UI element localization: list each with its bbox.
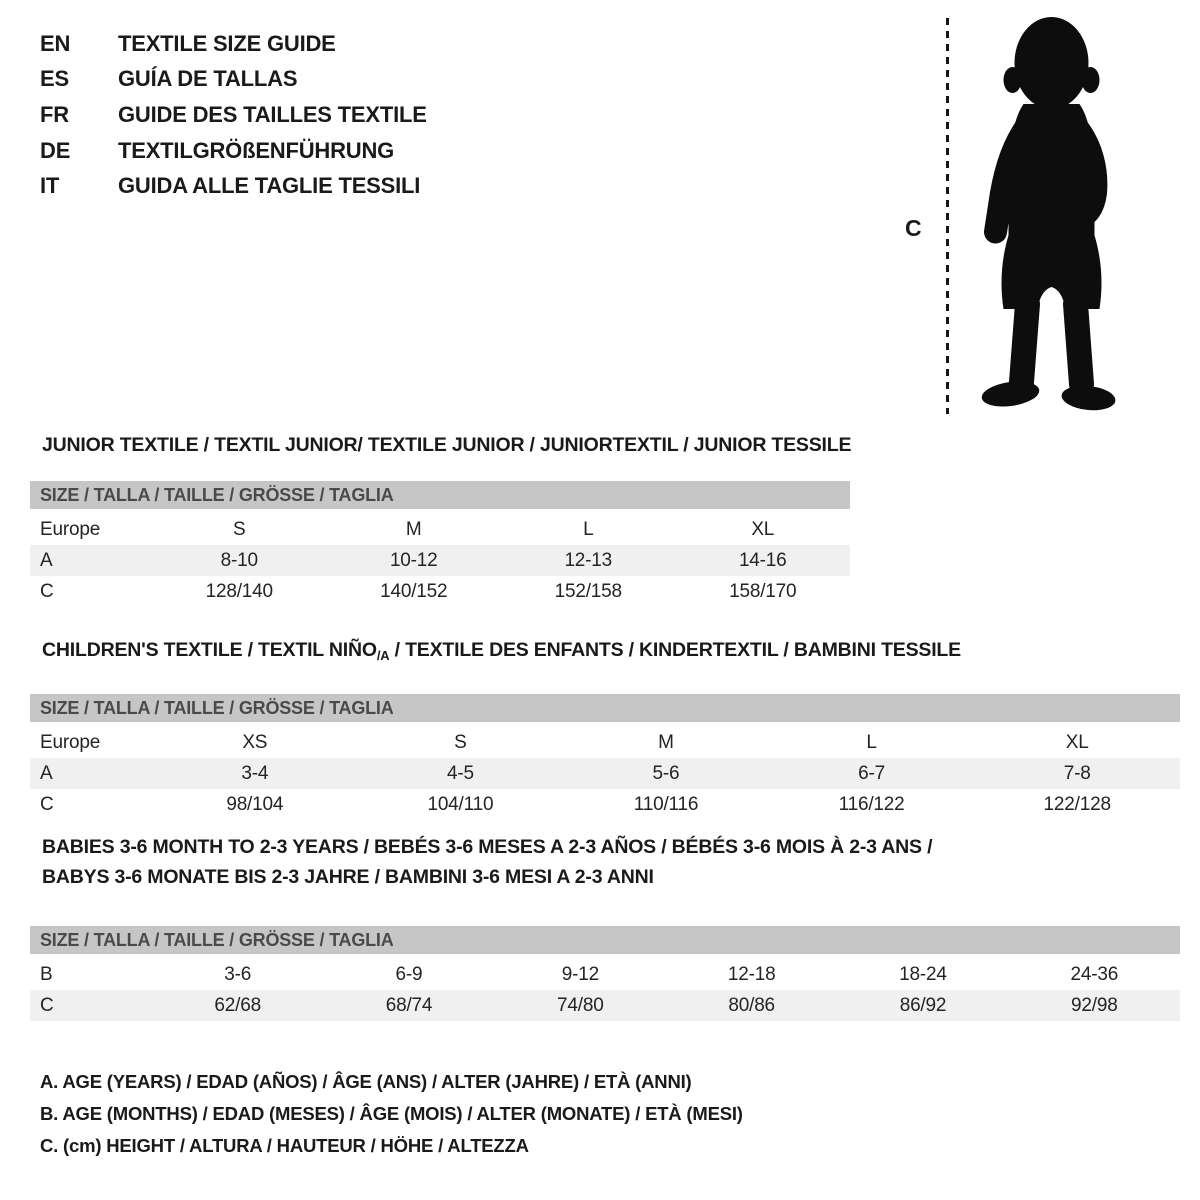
table-row xyxy=(30,545,850,576)
table-row xyxy=(30,576,850,607)
measure-legend xyxy=(40,1066,743,1162)
guide-title-it: GUIDA ALLE TAGLIE TESSILI xyxy=(118,173,421,199)
size-value-cell: 3-6 xyxy=(224,963,252,985)
size-value-cell: 6-9 xyxy=(395,963,423,985)
section-children-textile xyxy=(30,639,1180,820)
size-value-cell: 92/98 xyxy=(1071,994,1118,1016)
row-label-cell: C xyxy=(40,580,54,602)
size-value-cell: 10-12 xyxy=(389,549,438,571)
row-label-cell: Europe xyxy=(40,731,101,753)
row-label-cell: Europe xyxy=(40,518,101,540)
toddler-silhouette xyxy=(969,16,1132,414)
size-value-cell: XL xyxy=(751,518,775,540)
row-label-cell: A xyxy=(40,762,53,784)
row-label-cell: C xyxy=(40,994,54,1016)
size-value-cell: 74/80 xyxy=(557,994,604,1016)
size-value-cell: XS xyxy=(242,731,268,753)
size-value-cell: 8-10 xyxy=(220,549,258,571)
language-code: DE xyxy=(40,137,71,163)
section-heading-junior: JUNIOR TEXTILE / TEXTIL JUNIOR/ TEXTILE JUNIOR / JUNIORTEXTIL / JUNIOR TESSILE xyxy=(42,434,852,456)
size-value-cell: M xyxy=(658,731,674,753)
size-value-cell: 24-36 xyxy=(1070,963,1119,985)
size-value-cell: 110/116 xyxy=(633,793,699,815)
table-row xyxy=(30,990,1180,1021)
section-heading-babies-line2: BABYS 3-6 MONATE BIS 2-3 JAHRE / BAMBINI 3-6 MESI A 2-3 ANNI xyxy=(42,866,654,888)
language-row-de xyxy=(40,133,427,169)
size-value-cell: 18-24 xyxy=(899,963,947,985)
guide-title-es: GUÍA DE TALLAS xyxy=(118,66,298,92)
table-row xyxy=(30,758,1180,789)
table-row xyxy=(30,514,850,545)
size-header-bar-children: SIZE / TALLA / TAILLE / GRÖSSE / TAGLIA xyxy=(30,694,1180,722)
size-value-cell: 9-12 xyxy=(561,963,599,985)
height-measure-dashed-line xyxy=(946,18,949,414)
size-value-cell: XL xyxy=(1065,731,1089,753)
footnote-c-height-cm: C. (cm) HEIGHT / ALTURA / HAUTEUR / HÖHE / ALTEZZA xyxy=(40,1135,529,1156)
size-value-cell: L xyxy=(866,731,877,753)
size-value-cell: 152/158 xyxy=(554,580,622,602)
footnote-a-age-years: A. AGE (YEARS) / EDAD (AÑOS) / ÂGE (ANS) / ALTER (JAHRE) / ETÀ (ANNI) xyxy=(40,1071,692,1092)
size-value-cell: 3-4 xyxy=(241,762,269,784)
size-value-cell: 4-5 xyxy=(446,762,474,784)
language-row-es xyxy=(40,62,427,98)
row-label-cell: B xyxy=(40,963,53,985)
size-value-cell: 128/140 xyxy=(205,580,273,602)
size-value-cell: 122/128 xyxy=(1043,793,1111,815)
babies-size-table xyxy=(30,959,1180,1021)
size-value-cell: 12-13 xyxy=(564,549,613,571)
table-row xyxy=(30,789,1180,820)
section-junior-textile xyxy=(30,434,850,607)
size-value-cell: 12-18 xyxy=(727,963,776,985)
guide-title-fr: GUIDE DES TAILLES TEXTILE xyxy=(118,101,427,127)
children-size-table xyxy=(30,727,1180,820)
size-value-cell: 62/68 xyxy=(214,994,261,1016)
heading-text: CHILDREN'S TEXTILE / TEXTIL NIÑO xyxy=(42,639,377,661)
table-row xyxy=(30,959,1180,990)
section-heading-children xyxy=(30,639,1180,667)
size-value-cell: S xyxy=(454,731,467,753)
language-row-fr xyxy=(40,97,427,133)
language-code: EN xyxy=(40,30,71,56)
size-value-cell: 98/104 xyxy=(226,793,284,815)
guide-title-de: TEXTILGRÖßENFÜHRUNG xyxy=(118,137,395,163)
heading-text: / TEXTILE DES ENFANTS / KINDERTEXTIL / BAMBINI TESSILE xyxy=(389,639,961,661)
row-label-cell: C xyxy=(40,793,54,815)
size-value-cell: 5-6 xyxy=(652,762,680,784)
section-heading-babies-line1: BABIES 3-6 MONTH TO 2-3 YEARS / BEBÉS 3-6 MESES A 2-3 AÑOS / BÉBÉS 3-6 MOIS À 2-3 ANS / xyxy=(42,836,933,858)
language-code: ES xyxy=(40,66,69,92)
language-row-en xyxy=(40,26,427,62)
section-babies-textile xyxy=(30,832,1180,1021)
size-value-cell: 140/152 xyxy=(380,580,448,602)
size-value-cell: 158/170 xyxy=(729,580,797,602)
table-row xyxy=(30,727,1180,758)
size-header-bar-babies: SIZE / TALLA / TAILLE / GRÖSSE / TAGLIA xyxy=(30,926,1180,954)
language-code: FR xyxy=(40,101,69,127)
language-code: IT xyxy=(40,173,60,199)
row-label-cell: A xyxy=(40,549,53,571)
language-row-it xyxy=(40,168,427,204)
size-value-cell: 80/86 xyxy=(728,994,775,1016)
size-value-cell: 7-8 xyxy=(1063,762,1091,784)
size-value-cell: 116/122 xyxy=(838,793,905,815)
size-value-cell: 86/92 xyxy=(899,994,947,1016)
footnote-b-age-months: B. AGE (MONTHS) / EDAD (MESES) / ÂGE (MOIS) / ALTER (MONATE) / ETÀ (MESI) xyxy=(40,1103,743,1124)
height-measure-label-c: C xyxy=(905,215,922,241)
size-value-cell: S xyxy=(233,518,246,540)
junior-size-table xyxy=(30,514,850,607)
guide-title-en: TEXTILE SIZE GUIDE xyxy=(118,30,336,56)
size-value-cell: L xyxy=(583,518,594,540)
size-value-cell: 104/110 xyxy=(427,793,494,815)
size-value-cell: 68/74 xyxy=(385,994,433,1016)
size-value-cell: M xyxy=(405,518,422,540)
size-header-bar-junior: SIZE / TALLA / TAILLE / GRÖSSE / TAGLIA xyxy=(30,481,850,509)
heading-subscript: /A xyxy=(376,648,390,663)
size-value-cell: 6-7 xyxy=(858,762,886,784)
size-value-cell: 14-16 xyxy=(738,549,787,571)
language-legend xyxy=(40,26,427,204)
